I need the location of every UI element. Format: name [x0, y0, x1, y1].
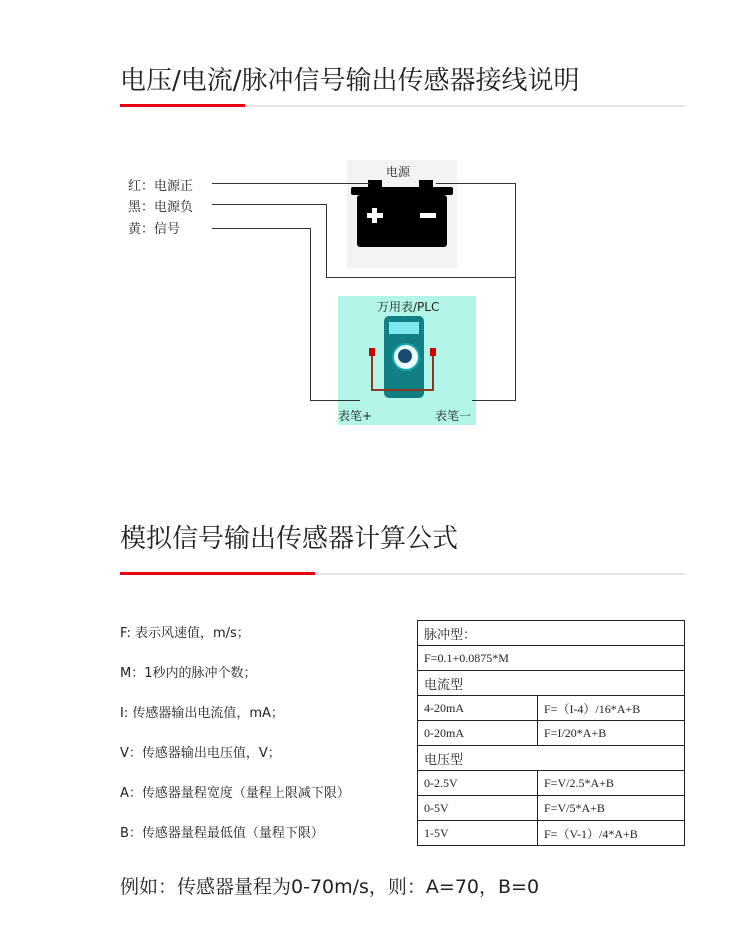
definition-item: F: 表示风速值，m/s； [120, 626, 250, 641]
formula-cell: F=I/20*A+B [538, 721, 685, 746]
table-row [418, 821, 685, 846]
formula-table [417, 620, 685, 846]
pulse-formula: F=0.1+0.0875*M [418, 646, 685, 671]
definition-item: V：传感器输出电压值，V； [120, 746, 281, 761]
probe-minus-label: 表笔一 [435, 409, 472, 423]
probe-plus-label: 表笔+ [338, 409, 373, 423]
table-row [418, 671, 685, 696]
current-header: 电流型 [418, 671, 685, 696]
formula-cell: F=（V-1）/4*A+B [538, 821, 685, 846]
power-label: 电源 [386, 165, 411, 179]
table-row [418, 621, 685, 646]
wire-label-red: 红：电源正 [128, 179, 194, 194]
pulse-header: 脉冲型： [418, 621, 685, 646]
section-title-wiring: 电压/电流/脉冲信号输出传感器接线说明 [120, 66, 580, 96]
table-row [418, 721, 685, 746]
definition-item: M：1秒内的脉冲个数； [120, 666, 257, 681]
range-cell: 4-20mA [418, 696, 538, 721]
example-text: 例如：传感器量程为0-70m/s，则：A=70，B=0 [120, 876, 540, 898]
table-row [418, 696, 685, 721]
multimeter-icon [368, 315, 438, 405]
accent-divider [120, 572, 315, 575]
formula-cell: F=V/2.5*A+B [538, 771, 685, 796]
table-row [418, 646, 685, 671]
definition-item: B：传感器量程最低值（量程下限） [120, 826, 324, 841]
wire-label-yellow: 黄：信号 [128, 222, 181, 237]
formula-cell: F=V/5*A+B [538, 796, 685, 821]
formula-cell: F=（I-4）/16*A+B [538, 696, 685, 721]
accent-divider [120, 104, 245, 107]
range-cell: 0-2.5V [418, 771, 538, 796]
section-title-formula: 模拟信号输出传感器计算公式 [120, 524, 459, 554]
table-row [418, 746, 685, 771]
definition-item: I: 传感器输出电流值，mA； [120, 706, 284, 721]
wire-label-black: 黑：电源负 [128, 200, 194, 215]
table-row [418, 796, 685, 821]
range-cell: 0-20mA [418, 721, 538, 746]
table-row [418, 771, 685, 796]
meter-label: 万用表/PLC [377, 300, 440, 314]
voltage-header: 电压型 [418, 746, 685, 771]
range-cell: 1-5V [418, 821, 538, 846]
battery-icon [351, 178, 453, 248]
definition-item: A：传感器量程宽度（量程上限减下限） [120, 786, 350, 801]
range-cell: 0-5V [418, 796, 538, 821]
